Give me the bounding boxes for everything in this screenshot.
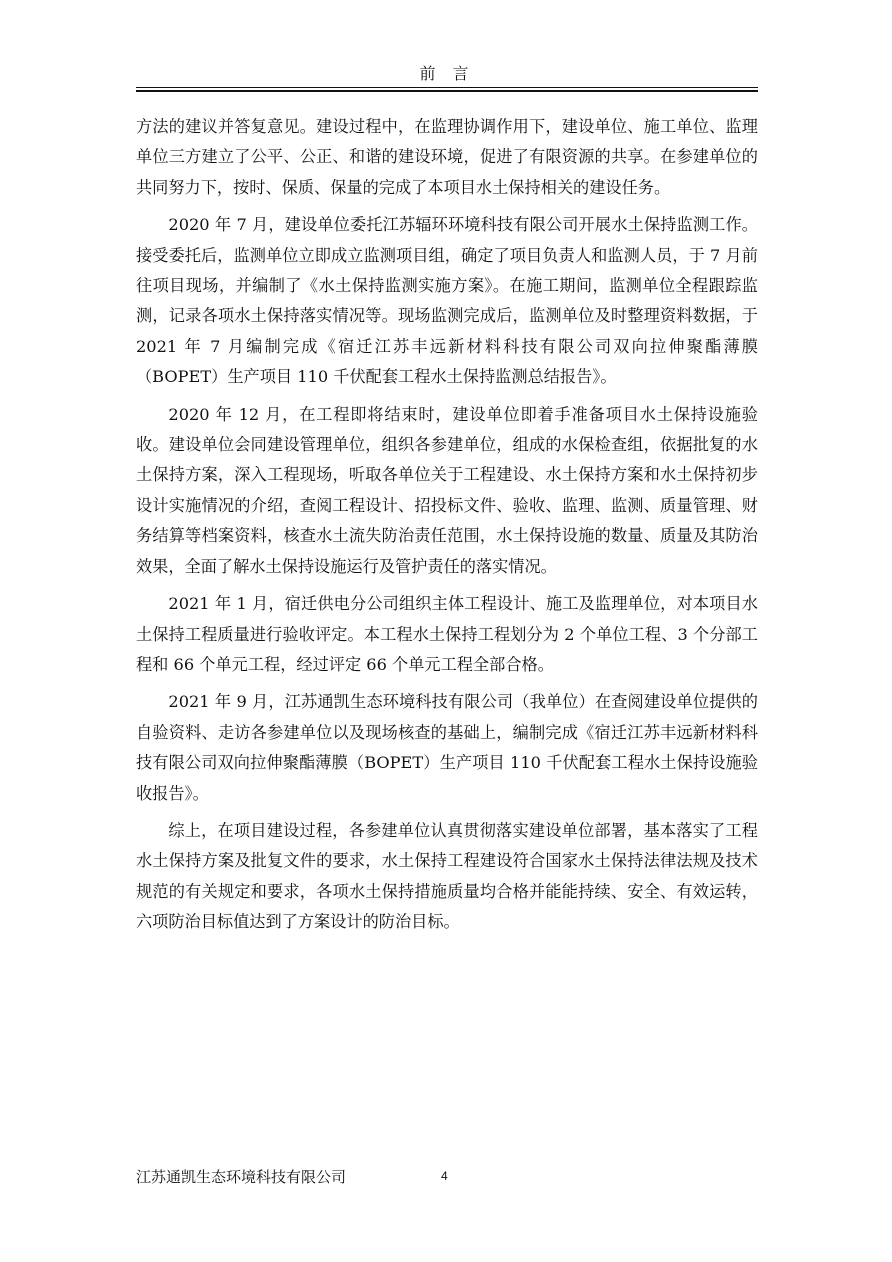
paragraph-acceptance-prep: 2020 年 12 月，在工程即将结束时，建设单位即着手准备项目水土保持设施验收。建设单位会同建设管理单位，组织各参建单位，组成的水保检查组，依据批复的水土保持方案，深入工程现场，听取各单位关于工程建设、水土保持方案和水土保持初步设计实施情况的介绍，查阅工程设计、招投标文件、验收、监理、监测、质量管理、财务结算等档案资料，核查水土流失防治责任范围，水土保持设施的数量、质量及其防治效果，全面了解水土保持设施运行及管护责任的落实情况。 <box>136 404 758 576</box>
footer-company-name: 江苏通凯生态环境科技有限公司 <box>136 1168 347 1186</box>
paragraph-monitoring: 2020 年 7 月，建设单位委托江苏辐环环境科技有限公司开展水土保持监测工作。接受委托后，监测单位立即成立监测项目组，确定了项目负责人和监测人员，于 7 月前往项目现场，并编制了《水土保持监测实施方案》。在施工期间，监测单位全程跟踪监测，记录各项水土保持落实情况等。现场监测完成后，监测单位及时整理资料数据，于 2021 年 7 月编制完成《宿迁江苏丰远新材料科技有限公司双向拉伸聚酯薄膜（BOPET）生产项目 110 千伏配套工程水土保持监测总结报告》。 <box>136 215 758 387</box>
header-rule-thin <box>136 87 758 88</box>
header-rule-thick <box>136 90 758 92</box>
footer-page-number: 4 <box>441 1169 448 1183</box>
body-text <box>136 112 758 945</box>
page-header-title: 前 言 <box>419 64 475 83</box>
paragraph-quality-evaluation: 2021 年 1 月，宿迁供电分公司组织主体工程设计、施工及监理单位，对本项目水土保持工程质量进行验收评定。本工程水土保持工程划分为 2 个单位工程、3 个分部工程和 66 个单元工程，经过评定 66 个单元工程全部合格。 <box>136 594 758 674</box>
paragraph-report-compilation: 2021 年 9 月，江苏通凯生态环境科技有限公司（我单位）在查阅建设单位提供的自验资料、走访各参建单位以及现场核查的基础上，编制完成《宿迁江苏丰远新材料科技有限公司双向拉伸聚酯薄膜（BOPET）生产项目 110 千伏配套工程水土保持设施验收报告》。 <box>136 692 758 803</box>
paragraph-conclusion: 综上，在项目建设过程，各参建单位认真贯彻落实建设单位部署，基本落实了工程水土保持方案及批复文件的要求，水土保持工程建设符合国家水土保持法律法规及技术规范的有关规定和要求，各项水土保持措施质量均合格并能能持续、安全、有效运转，六项防治目标值达到了方案设计的防治目标。 <box>136 820 758 932</box>
paragraph-continuation: 方法的建议并答复意见。建设过程中，在监理协调作用下，建设单位、施工单位、监理单位三方建立了公平、公正、和谐的建设环境，促进了有限资源的共享。在参建单位的共同努力下，按时、保质、保量的完成了本项目水土保持相关的建设任务。 <box>136 117 758 197</box>
